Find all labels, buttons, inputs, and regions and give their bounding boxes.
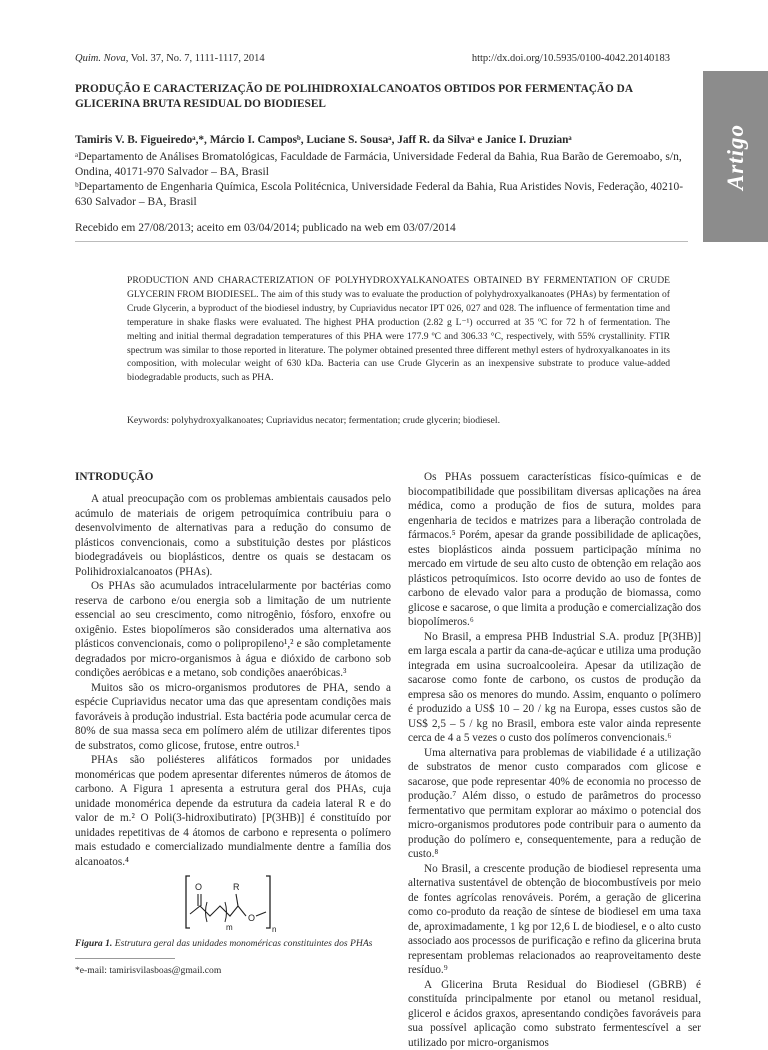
paragraph: PHAs são poliésteres alifáticos formados por unidades monoméricas que podem apresentar diferentes números de átomos de carbono. A Figura 1 apresenta a estrutura geral dos PHAs, cuja unidade monomérica depende da estrutura da cadeia lateral R e do valor de m.² O Poli(3-hidroxibutirato) [P(3HB)] é constituído por unidades repetitivas de 4 átomos de carbono e representa o polímero mais estudado e comercializado mundialmente dentre a família dos alcanoatos.⁴ [75, 753, 391, 869]
figure-caption-text: Estrutura geral das unidades monoméricas constituintes dos PHAs [112, 938, 372, 949]
paragraph: No Brasil, a empresa PHB Industrial S.A. produz [P(3HB)] em larga escala a partir da cana-de-açúcar e utiliza uma produção integrada em usina sucroalcooleira. Apesar da utilização de sacarose como fonte de carbono, os custos de produção da empresa são os menores do mundo. Assim, enquanto o polímero é produzido a US$ 10 – 20 / kg na Europa, esses custos são de US$ 2,5 – 5 / kg no Brasil, embora este valor ainda represente cerca de 4 a 5 vezes o custo dos polímeros convencionais.⁶ [408, 630, 701, 746]
publication-dates: Recebido em 27/08/2013; aceito em 03/04/2014; publicado na web em 03/07/2014 [75, 222, 456, 234]
article-type-label: Artigo [723, 123, 749, 189]
paragraph: Os PHAs possuem características físico-químicas e de biocompatibilidade que possibilitam diversas aplicações na área médica, como a produção de fios de sutura, moldes para engenharia de tecidos e matrizes para a liberação controlada de fármacos.⁵ Porém, apesar da grande possibilidade de aplicações, estes bioplásticos ainda possuem participação mínima no mercado em virtude de seu alto custo de obtenção em relação aos plásticos petroquímicos. Isto ocorre devido ao uso de fontes de carbono de elevado valor para a produção de biomassa, como glicose e sacarose, o que limita a produção e comercialização dos biopolímeros.⁶ [408, 470, 701, 630]
figure-caption-label: Figura 1. [75, 938, 112, 949]
repeat-parens [206, 902, 227, 922]
paragraph: No Brasil, a crescente produção de biodiesel representa uma alternativa sustentável de obtenção de biocombustíveis por meio de fontes agrícolas renováveis. Porém, a geração de glicerina como co-produto da reação de síntese de biodiesel em uma taxa de, aproximadamente, 1 kg por 12,6 L de biodiesel, e o alto custo associado aos processos de purificação e refino da glicerina bruta representam problemas relacionados ao reaproveitamento deste resíduo.⁹ [408, 862, 701, 978]
paragraph: Os PHAs são acumulados intracelularmente por bactérias como reserva de carbono e/ou energia sob a limitação de um nutriente essencial ao seu crescimento, como nitrogênio, fósforo, enxofre ou oxigênio. Estes biopolímeros são considerados uma alternativa aos plásticos convencionais, como o polipropileno¹,² e são completamente degradados por micro-organismos à água e dióxido de carbono sob condições aeróbicas e a metano, sob condições anaeróbicas.³ [75, 579, 391, 681]
doi-link[interactable]: http://dx.doi.org/10.5935/0100-4042.20140183 [472, 53, 670, 64]
repeat-subscript-n: n [272, 925, 276, 934]
side-chain-bond [236, 894, 238, 906]
journal-citation [75, 53, 265, 64]
article-type-tab [703, 71, 768, 242]
corresponding-email: *e-mail: tamirisvilasboas@gmail.com [75, 965, 221, 976]
section-heading-introduction: INTRODUÇÃO [75, 471, 153, 483]
keywords: Keywords: polyhydroxyalkanoates; Cupriavidus necator; fermentation; crude glycerin; biodiesel. [127, 415, 670, 426]
author-list: Tamiris V. B. Figueiredoᵃ,*, Márcio I. Camposᵇ, Luciane S. Sousaᵃ, Jaff R. da Silvaᵃ e Janice I. Druzianᵃ [75, 134, 572, 146]
footnote-divider [75, 958, 175, 959]
header-divider [75, 241, 688, 242]
ester-bond [256, 912, 266, 916]
right-column [408, 470, 701, 1050]
paper-title: PRODUÇÃO E CARACTERIZAÇÃO DE POLIHIDROXIALCANOATOS OBTIDOS POR FERMENTAÇÃO DA GLICERINA BRUTA RESIDUAL DO BIODIESEL [75, 82, 675, 112]
repeat-subscript-m: m [226, 923, 233, 932]
paragraph: A atual preocupação com os problemas ambientais causados pelo acúmulo de materiais de origem petroquímica contribuiu para o desenvolvimento de alternativas para a redução do consumo de plásticos convencionais, como a substituição destes por plásticos biodegradáveis ou bioplásticos, dentre os quais se destacam os Polihidroxialcanoatos (PHAs). [75, 492, 391, 579]
left-bracket [186, 876, 190, 928]
paragraph: Muitos são os micro-organismos produtores de PHA, sendo a espécie Cupriavidus necator uma das que apresentam condições mais favoráveis à produção industrial. Esta bactéria pode acumular cerca de 80% de sua massa seca em polímero além de utilizar diferentes tipos de substratos, como glicose, frutose, entre outros.¹ [75, 681, 391, 754]
figure-caption [75, 938, 372, 949]
journal-volume: , Vol. 37, No. 7, 1111-1117, 2014 [126, 53, 265, 64]
carbonyl-oxygen-label: O [195, 882, 202, 892]
ester-oxygen-label: O [248, 913, 255, 923]
left-column [75, 492, 391, 869]
journal-name: Quim. Nova [75, 53, 126, 64]
right-bracket [266, 876, 270, 928]
side-chain-label: R [233, 882, 240, 892]
paragraph: Uma alternativa para problemas de viabilidade é a utilização de substratos de menor custo comparados com glicose e sacarose, que pode representar 40% de economia no processo de produção.⁷ Além disso, o estudo de parâmetros do processo fermentativo que permitam explorar ao máximo o potencial dos micro-organismos produtores pode contribuir para o aumento da produção do polímero e, consequentemente, para a redução de custo.⁸ [408, 746, 701, 862]
abstract: PRODUCTION AND CHARACTERIZATION OF POLYHYDROXYALKANOATES OBTAINED BY FERMENTATION OF CRUDE GLYCERIN FROM BIODIESEL. The aim of this study was to evaluate the production of polyhydroxyalkanoates (PHAs) by fermentation of Crude Glycerin, a byproduct of the biodiesel industry, by Cupriavidus necator IPT 026, 027 and 028. The influence of fermentation time and temperature in shake flasks were evaluated. The highest PHA production (2.82 g L⁻¹) occurred at 35 ºC for 72 h of fermentation. The melting and initial thermal degradation temperatures of this PHA were 177.9 ºC and 306.33 °C, respectively, with 55% crystallinity. FTIR spectrum was similar to those reported in literature. The polymer obtained presented three different methyl esters of hydroxyalkanoates in its composition, with molecular weight of 630 kDa. Bacteria can use Crude Glycerin as an inexpensive substrate to produce value-added biodegradable products, such as PHA. [127, 274, 670, 385]
chain-bonds [190, 906, 246, 916]
affiliation-b: ᵇDepartamento de Engenharia Química, Escola Politécnica, Universidade Federal da Bahia, Rua Aristides Novis, Federação, 40210-630 Salvador – BA, Brasil [75, 180, 685, 210]
pha-structure-figure [180, 872, 290, 934]
paragraph: A Glicerina Bruta Residual do Biodiesel (GBRB) é constituída principalmente por etanol ou metanol residual, glicerol e ácidos graxos, apresentando condições favoráveis para sua possível aplicação como substrato fermentescível a ser utilizado por micro-organismos [408, 978, 701, 1050]
affiliation-a: ᵃDepartamento de Análises Bromatológicas, Faculdade de Farmácia, Universidade Federal da Bahia, Rua Barão de Geremoabo, s/n, Ondina, 40171-970 Salvador – BA, Brasil [75, 150, 685, 180]
